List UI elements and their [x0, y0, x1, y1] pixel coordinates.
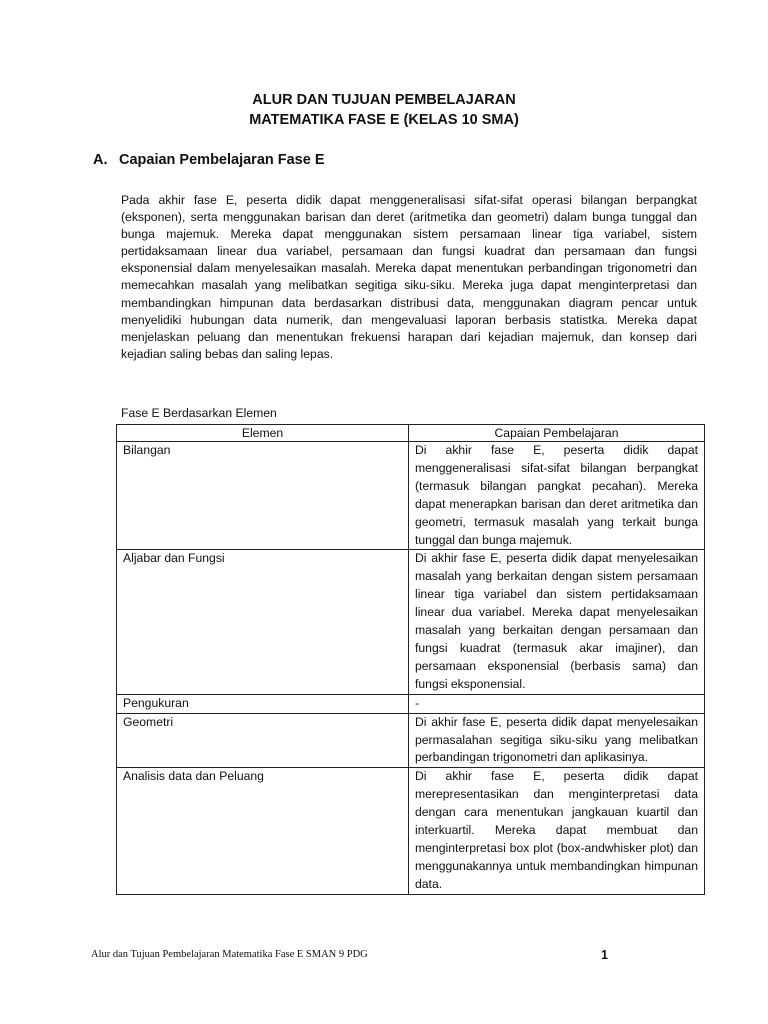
row-outcome: Di akhir fase E, peserta didik dapat menyelesaikan masalah yang berkaitan dengan sistem persamaan linear tiga variabel dan sistem pertidaksamaan linear dua variabel. Mereka dapat menyelesaikan masalah yang berkaitan dengan persamaan dan fungsi kuadrat (termasuk akar imajiner), dan persamaan eksponensial (berbasis sama) dan fungsi eksponensial. [409, 550, 705, 694]
document-title-line-1: ALUR DAN TUJUAN PEMBELAJARAN [252, 92, 516, 108]
row-element: Pengukuran [117, 694, 409, 713]
elements-table [116, 424, 705, 895]
table-row [117, 550, 705, 694]
section-title: Capaian Pembelajaran Fase E [119, 152, 325, 168]
row-element: Bilangan [117, 442, 409, 550]
footer-text: Alur dan Tujuan Pembelajaran Matematika Fase E SMAN 9 PDG [91, 949, 368, 960]
header-outcome: Capaian Pembelajaran [409, 425, 705, 442]
table-header-row [117, 425, 705, 442]
section-heading [93, 150, 325, 170]
row-element: Aljabar dan Fungsi [117, 550, 409, 694]
table-row [117, 442, 705, 550]
table-row [117, 713, 705, 768]
header-element: Elemen [117, 425, 409, 442]
section-paragraph: Pada akhir fase E, peserta didik dapat menggeneralisasi sifat-sifat operasi bilangan berpangkat (eksponen), serta menggunakan barisan dan deret (aritmetika dan geometri) dalam bunga tunggal dan bunga majemuk. Mereka dapat menggunakan sistem persamaan linear tiga variabel, sistem pertidaksamaan linear dua variabel, persamaan dan fungsi kuadrat dan persamaan dan fungsi eksponensial dalam menyelesaikan masalah. Mereka dapat menentukan perbandingan trigonometri dan memecahkan masalah yang melibatkan segitiga siku-siku. Mereka juga dapat menginterpretasi dan membandingkan himpunan data berdasarkan distribusi data, menggunakan diagram pencar untuk menyelidiki hubungan data numerik, dan mengevaluasi laporan berbasis statistka. Mereka dapat menjelaskan peluang dan menentukan frekuensi harapan dari kejadian majemuk, dan konsep dari kejadian saling bebas dan saling lepas. [121, 193, 697, 361]
page-number: 1 [601, 948, 608, 962]
table-row [117, 694, 705, 713]
row-outcome: Di akhir fase E, peserta didik dapat merepresentasikan dan menginterpretasi data dengan cara menentukan jangkauan kuartil dan interkuartil. Mereka dapat membuat dan menginterpretasi box plot (box-andwhisker plot) dan menggunakannya untuk membandingkan himpunan data. [409, 768, 705, 894]
row-outcome: Di akhir fase E, peserta didik dapat menyelesaikan permasalahan segitiga siku-siku yang melibatkan perbandingan trigonometri dan aplikasinya. [409, 713, 705, 768]
row-outcome: Di akhir fase E, peserta didik dapat menggeneralisasi sifat-sifat bilangan berpangkat (termasuk bilangan pangkat pecahan). Mereka dapat menerapkan barisan dan deret aritmetika dan geometri, termasuk masalah yang terkait bunga tunggal dan bunga majemuk. [409, 442, 705, 550]
row-outcome: - [409, 694, 705, 713]
table-row [117, 768, 705, 894]
document-title-line-2: MATEMATIKA FASE E (KELAS 10 SMA) [249, 112, 519, 128]
section-letter: A. [93, 152, 108, 168]
row-element: Geometri [117, 713, 409, 768]
table-caption: Fase E Berdasarkan Elemen [121, 406, 277, 420]
row-element: Analisis data dan Peluang [117, 768, 409, 894]
